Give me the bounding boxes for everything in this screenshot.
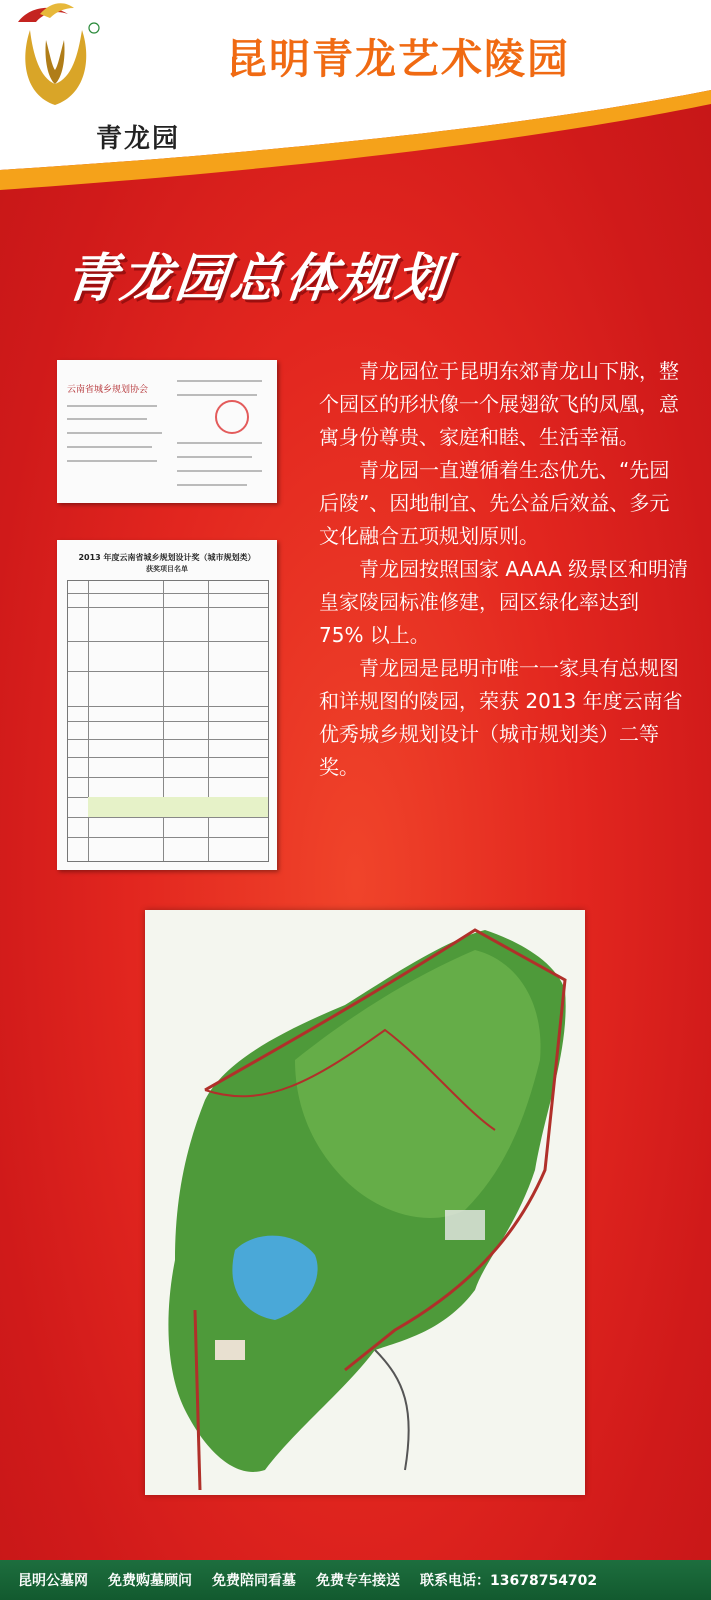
paragraph-location: 青龙园位于昆明东郊青龙山下脉，整个园区的形状像一个展翅欲飞的凤凰，意寓身份尊贵、家庭和睦、生活幸福。 — [319, 359, 679, 449]
site-plan-map-icon — [145, 910, 585, 1495]
award-list-image — [57, 540, 277, 870]
footer-service-visit: 免费陪同看墓 — [212, 1573, 296, 1589]
footer-site-name: 昆明公墓网 — [18, 1573, 88, 1589]
description-text — [319, 355, 689, 784]
award-list-title: 2013 年度云南省城乡规划设计奖（城市规划类） — [78, 553, 256, 562]
association-letter-image — [57, 360, 277, 503]
letter-heading: 云南省城乡规划协会 — [67, 385, 149, 395]
footer-bar — [0, 1560, 711, 1600]
qinglong-logo-icon — [0, 0, 110, 150]
award-list-subtitle: 获奖项目名单 — [146, 565, 188, 573]
official-seal-icon — [215, 400, 249, 434]
award-table — [67, 580, 269, 862]
site-title: 昆明青龙艺术陵园 — [226, 35, 570, 83]
paragraph-principles: 青龙园一直遵循着生态优先、“先园后陵”、因地制宜、先公益后效益、多元文化融合五项规划原则。 — [319, 458, 670, 548]
paragraph-standards: 青龙园按照国家 AAAA 级景区和明清皇家陵园标准修建，园区绿化率达到 75% 以上。 — [319, 557, 689, 647]
footer-service-shuttle: 免费专车接送 — [316, 1573, 400, 1589]
logo-text: 青龙园 — [96, 124, 181, 154]
footer-service-consult: 免费购墓顾问 — [108, 1573, 192, 1589]
header-banner — [0, 0, 711, 190]
site-plan-map — [145, 910, 585, 1495]
paragraph-award: 青龙园是昆明市唯一一家具有总规图和详规图的陵园，荣获 2013 年度云南省优秀城乡规划设计（城市规划类）二等奖。 — [319, 656, 683, 779]
main-title: 青龙园总体规划 — [62, 249, 454, 309]
footer-phone[interactable]: 联系电话：13678754702 — [420, 1573, 598, 1589]
